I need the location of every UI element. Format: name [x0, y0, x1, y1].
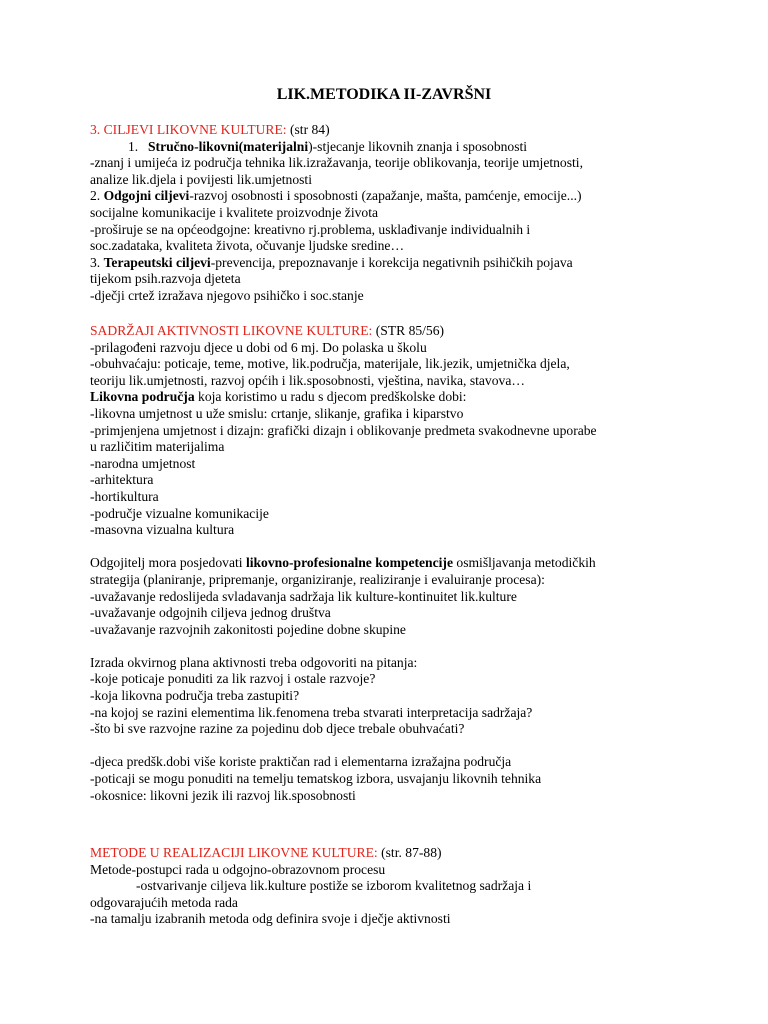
item-text: -prevencija, prepoznavanje i korekcija negativnih psihičkih pojava — [210, 254, 573, 270]
text-line: -dječji crtež izražava njegovo psihičko i soc.stanje — [90, 287, 364, 303]
item-bold: Stručno-likovni(materijalni — [148, 138, 309, 154]
line-text: koja koristimo u radu s djecom predškolske dobi: — [194, 389, 467, 405]
section-metode — [90, 845, 710, 928]
page-title: LIK.METODIKA II-ZAVRŠNI — [276, 86, 492, 103]
text-line: -obuhvaćaju: poticaje, teme, motive, lik.područja, materijale, lik.jezik, umjetnička djela, — [90, 356, 570, 372]
text-line: teoriju lik.umjetnosti, razvoj općih i lik.sposobnosti, vještina, navika, stavova… — [90, 372, 525, 388]
text-line: -djeca predšk.dobi više koriste praktičan rad i elementarna izražajna područja — [90, 754, 512, 770]
text-line: strategija (planiranje, pripremanje, organiziranje, realiziranje i evaluiranje procesa): — [90, 571, 545, 587]
text-line: analize lik.djela i povijesti lik.umjetnosti — [90, 171, 312, 187]
paragraph-gap — [90, 539, 710, 556]
list-item — [90, 139, 710, 156]
text-line: -likovna umjetnost u uže smislu: crtanje, slikanje, grafika i kiparstvo — [90, 405, 464, 421]
text-line: Metode-postupci rada u odgojno-obrazovnom procesu — [90, 861, 386, 877]
section-heading — [90, 845, 710, 862]
text-line: -na tamalju izabranih metoda odg definira svoje i dječje aktivnosti — [90, 911, 451, 927]
section-heading — [90, 122, 710, 139]
heading-ref: (str 84) — [286, 122, 330, 137]
text-line: Izrada okvirnog plana aktivnosti treba odgovoriti na pitanja: — [90, 654, 418, 670]
heading-text: SADRŽAJI AKTIVNOSTI LIKOVNE KULTURE: — [90, 323, 373, 338]
text-line: -uvažavanje razvojnih zakonitosti pojedine dobne skupine — [90, 621, 406, 637]
paragraph-gap — [90, 638, 710, 655]
list-item — [90, 188, 710, 205]
item-bold: Odgojni ciljevi — [103, 188, 190, 204]
text-line: -uvažavanje redoslijeda svladavanja sadržaja lik kulture-kontinuitet lik.kulture — [90, 588, 517, 604]
paragraph-gap — [90, 738, 710, 755]
text-line: odgovarajućih metoda rada — [90, 894, 238, 910]
line-text: osmišljavanja metodičkih — [453, 555, 596, 571]
section-ciljevi — [90, 122, 710, 305]
text-line: -poticaji se mogu ponuditi na temelju tematskog izbora, usvajanju likovnih tehnika — [90, 771, 542, 787]
text-line: tijekom psih.razvoja djeteta — [90, 271, 241, 287]
text-line: -što bi sve razvojne razine za pojedinu dob djece trebale obuhvaćati? — [90, 721, 465, 737]
text-line: -uvažavanje odgojnih ciljeva jednog društva — [90, 605, 331, 621]
text-line: -znanj i umijeća iz područja tehnika lik.izražavanja, teorije oblikovanja, teorije umjetnosti, — [90, 155, 583, 171]
text-line: -hortikultura — [90, 488, 159, 504]
text-line: socijalne komunikacije i kvalitete proizvodnje života — [90, 204, 379, 220]
text-line — [90, 555, 710, 572]
bold-term: Likovna područja — [90, 389, 195, 405]
text-line: u različitim materijalima — [90, 439, 225, 455]
heading-ref: (str. 87-88) — [377, 845, 442, 860]
text-line: -koje poticaje ponuditi za lik razvoj i ostale razvoje? — [90, 671, 376, 687]
heading-text: METODE U REALIZACIJI LIKOVNE KULTURE: — [90, 845, 378, 860]
text-line: -proširuje se na općeodgojne: kreativno rj.problema, usklađivanje individualnih i — [90, 221, 531, 237]
heading-text: 3. CILJEVI LIKOVNE KULTURE: — [90, 122, 287, 137]
item-number: 2. — [90, 188, 104, 204]
text-line: -narodna umjetnost — [90, 455, 196, 471]
text-line: -područje vizualne komunikacije — [90, 505, 269, 521]
text-line: -primjenjena umjetnost i dizajn: grafički dizajn i oblikovanje predmeta svakodnevne uporabe — [90, 422, 597, 438]
line-text: Odgojitelj mora posjedovati — [90, 555, 246, 571]
heading-ref: (STR 85/56) — [372, 323, 445, 338]
item-text: )-stjecanje likovnih znanja i sposobnosti — [308, 138, 528, 154]
text-line: -arhitektura — [90, 472, 154, 488]
text-line: -prilagođeni razvoju djece u dobi od 6 mj. Do polaska u školu — [90, 339, 427, 355]
item-text: -razvoj osobnosti i sposobnosti (zapažanje, mašta, pamćenje, emocije...) — [189, 188, 582, 204]
text-line: -ostvarivanje ciljeva lik.kulture postiže se izborom kvalitetnog sadržaja i — [136, 878, 532, 894]
text-line: -okosnice: likovni jezik ili razvoj lik.sposobnosti — [90, 787, 356, 803]
text-line: soc.zadataka, kvaliteta života, očuvanje ljudske sredine… — [90, 238, 405, 254]
text-line: -koja likovna područja treba zastupiti? — [90, 688, 300, 704]
text-line — [90, 389, 710, 406]
item-number: 3. — [90, 254, 104, 270]
text-line: -na kojoj se razini elementima lik.fenomena treba stvarati interpretacija sadržaja? — [90, 704, 533, 720]
bold-term: likovno-profesionalne kompetencije — [245, 555, 453, 571]
item-number: 1. — [128, 138, 139, 154]
text-line: -masovna vizualna kultura — [90, 522, 235, 538]
item-bold: Terapeutski ciljevi — [103, 254, 211, 270]
section-sadrzaji — [90, 323, 710, 804]
list-item — [90, 255, 710, 272]
section-heading — [90, 323, 710, 340]
